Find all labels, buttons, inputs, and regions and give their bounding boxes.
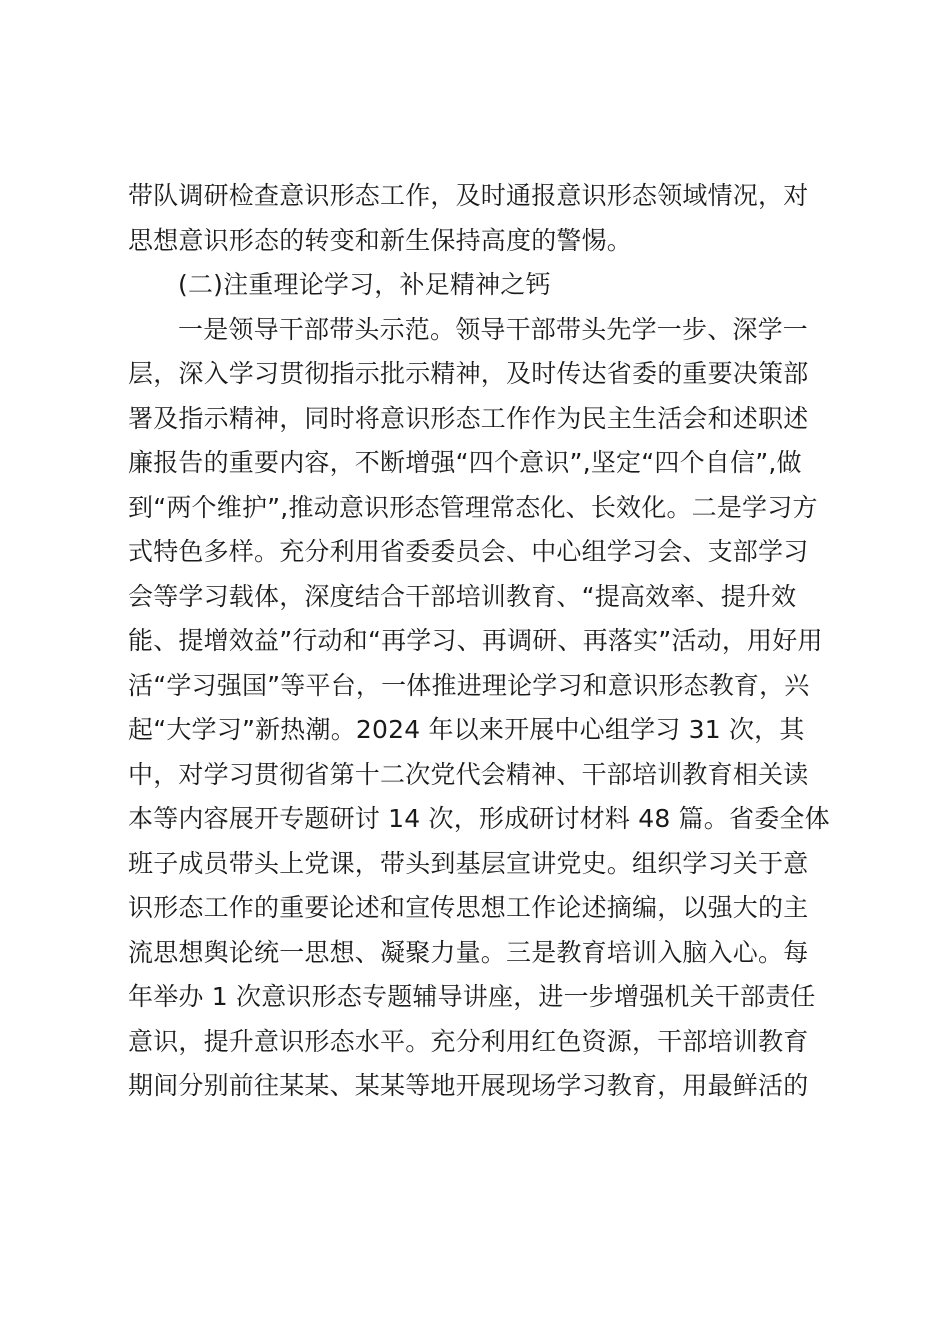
body-line: 署及指示精神，同时将意识形态工作作为民主生活会和述职述	[128, 404, 809, 433]
body-line: 班子成员带头上党课，带头到基层宣讲党史。组织学习关于意	[128, 849, 809, 878]
body-line: 起“大学习”新热潮。2024 年以来开展中心组学习 31 次，其	[128, 715, 805, 744]
body-line: 识形态工作的重要论述和宣传思想工作论述摘编，以强大的主	[128, 893, 809, 922]
body-line: 年举办 1 次意识形态专题辅导讲座，进一步增强机关干部责任	[128, 982, 816, 1011]
body-line: 流思想舆论统一思想、凝聚力量。三是教育培训入脑入心。每	[128, 938, 809, 967]
body-line: 本等内容展开专题研讨 14 次，形成研讨材料 48 篇。省委全体	[128, 804, 830, 833]
body-line: 能、提增效益”行动和“再学习、再调研、再落实”活动，用好用	[128, 626, 823, 655]
body-line: 思想意识形态的转变和新生保持高度的警惕。	[128, 226, 633, 255]
body-line: 带队调研检查意识形态工作，及时通报意识形态领域情况，对	[128, 181, 809, 210]
body-line: 会等学习载体，深度结合干部培训教育、“提高效率、提升效	[128, 582, 797, 611]
body-line: 中，对学习贯彻省第十二次党代会精神、干部培训教育相关读	[128, 760, 809, 789]
body-line: 意识，提升意识形态水平。充分利用红色资源，干部培训教育	[128, 1027, 809, 1056]
body-line: 活“学习强国”等平台，一体推进理论学习和意识形态教育，兴	[128, 671, 810, 700]
body-line: 层，深入学习贯彻指示批示精神，及时传达省委的重要决策部	[128, 359, 809, 388]
body-line: 到“两个维护”,推动意识形态管理常态化、长效化。二是学习方	[128, 493, 818, 522]
body-line: 廉报告的重要内容，不断增强“四个意识”,坚定“四个自信”,做	[128, 448, 802, 477]
body-line: 式特色多样。充分利用省委委员会、中心组学习会、支部学习	[128, 537, 809, 566]
section-heading: (二)注重理论学习，补足精神之钙	[178, 270, 551, 299]
body-line: 期间分别前往某某、某某等地开展现场学习教育，用最鲜活的	[128, 1071, 809, 1100]
paragraph-first-line: 一是领导干部带头示范。领导干部带头先学一步、深学一	[178, 315, 809, 344]
